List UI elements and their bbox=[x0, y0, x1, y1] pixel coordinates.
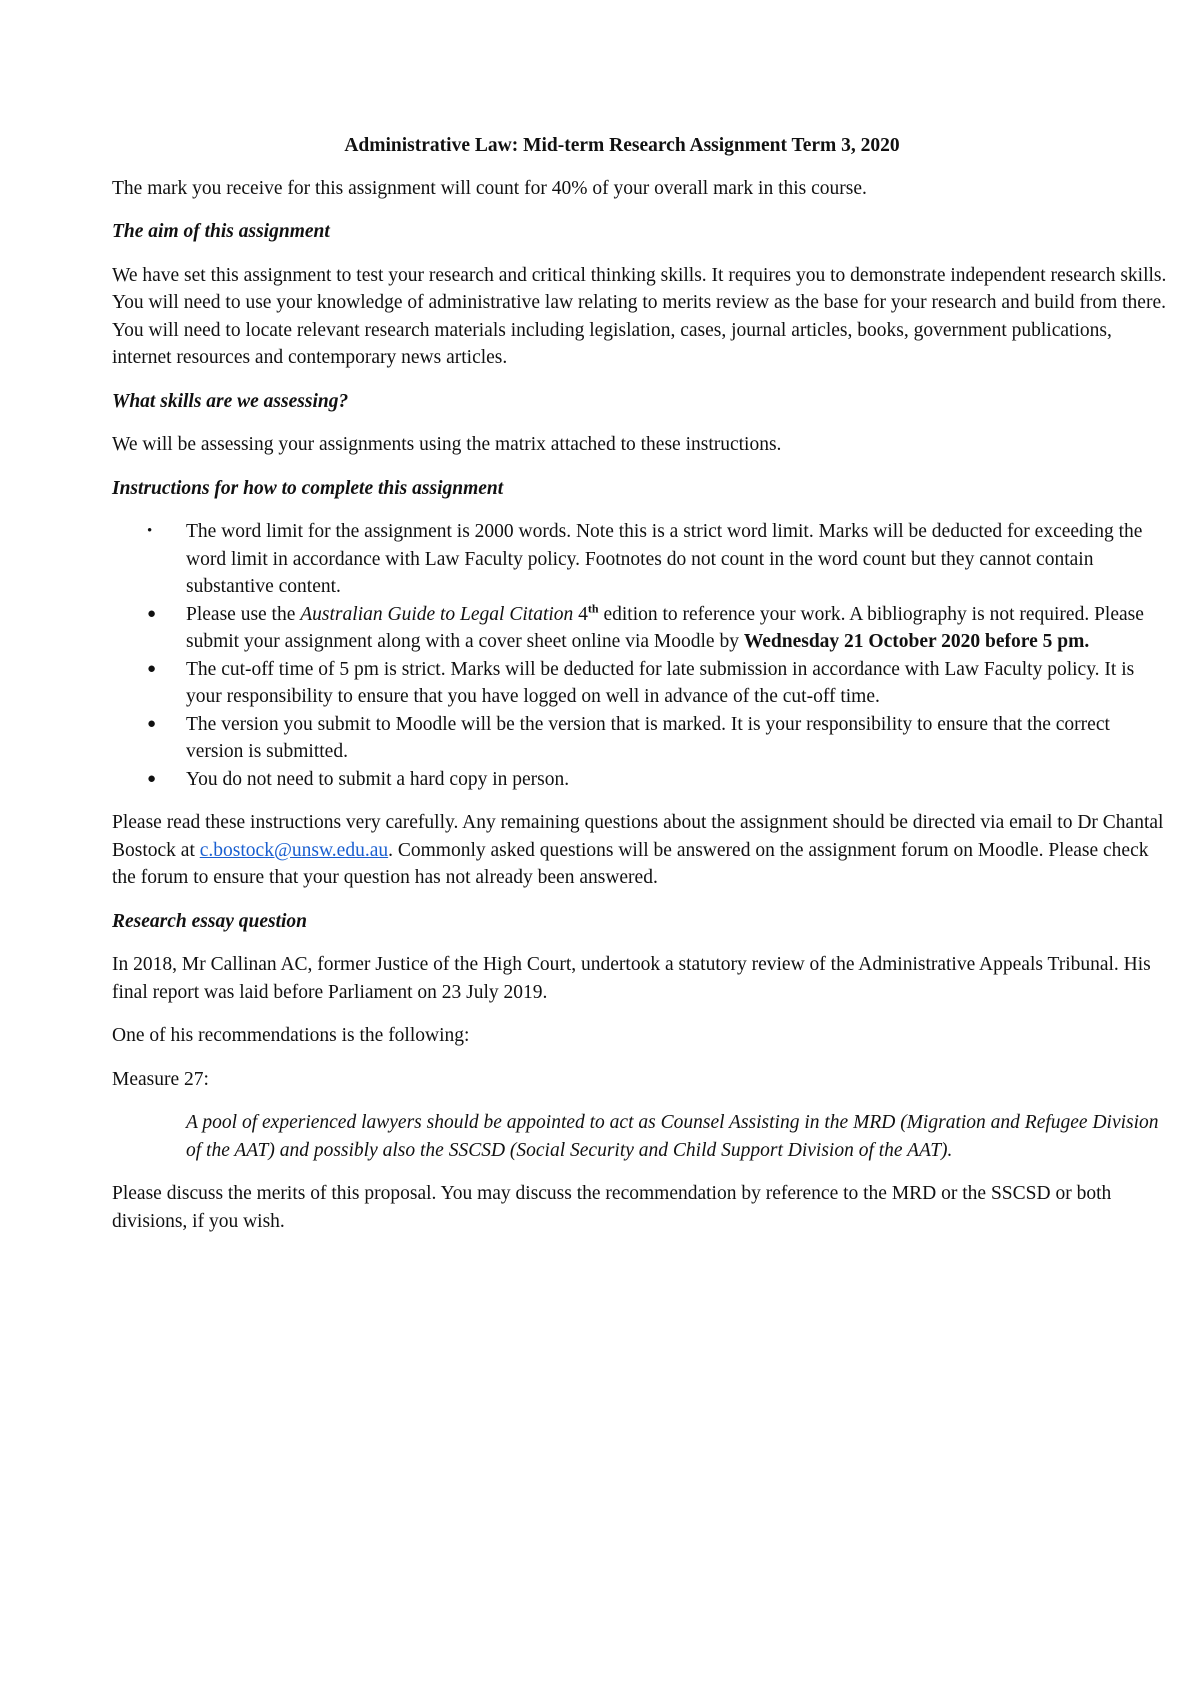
submission-deadline: Wednesday 21 October 2020 before 5 pm. bbox=[743, 631, 1090, 652]
list-item bbox=[112, 656, 1172, 711]
aim-heading: The aim of this assignment bbox=[112, 221, 330, 242]
bullet-icon: ● bbox=[147, 660, 157, 677]
email-link[interactable]: c.bostock@unsw.edu.au bbox=[199, 839, 389, 861]
instructions-list bbox=[112, 518, 1172, 793]
list-item bbox=[112, 518, 1172, 601]
list-item bbox=[112, 601, 1172, 656]
instruction-citation: Please use the Australian Guide to Legal Citation 4th edition to reference your work. A bibliography is not required. Please submit your assignment along with a cover sheet online via Moodle by Wednesday 21 October 2020 before 5 pm. bbox=[186, 601, 1144, 652]
agl-citation-title: Australian Guide to Legal Citation bbox=[300, 603, 574, 625]
list-item bbox=[112, 711, 1172, 766]
bullet-icon: ● bbox=[147, 605, 157, 622]
bullet-icon: ● bbox=[147, 715, 157, 732]
question-paragraph-2: One of his recommendations is the following: bbox=[112, 1025, 470, 1046]
document-title: Administrative Law: Mid-term Research Assignment Term 3, 2020 bbox=[344, 135, 900, 156]
instruction-version: The version you submit to Moodle will be the version that is marked. It is your responsibility to ensure that the correct version is submitted. bbox=[186, 713, 1110, 762]
bullet-icon: ● bbox=[147, 770, 157, 787]
list-item bbox=[112, 766, 1172, 794]
instruction-word-limit: The word limit for the assignment is 2000 words. Note this is a strict word limit. Marks will be deducted for exceeding the word limit in accordance with Law Faculty policy. Footnotes do not count in the word count but they cannot contain substantive content. bbox=[186, 521, 1143, 597]
document-content bbox=[112, 132, 1172, 1251]
skills-heading: What skills are we assessing? bbox=[112, 390, 349, 412]
question-paragraph-1: In 2018, Mr Callinan AC, former Justice of the High Court, undertook a statutory review of the Administrative Appeals Tribunal. His final report was laid before Parliament on 23 July 2019. bbox=[112, 954, 1151, 1003]
aim-paragraph: We have set this assignment to test your research and critical thinking skills. It requires you to demonstrate independent research skills. You will need to use your knowledge of administrative law relating to merits review as the base for your research and build from there. You will need to locate relevant research materials including legislation, cases, journal articles, books, government publications, internet resources and contemporary news articles. bbox=[112, 264, 1167, 368]
instruction-cutoff: The cut-off time of 5 pm is strict. Marks will be deducted for late submission in accordance with Law Faculty policy. It is your responsibility to ensure that you have logged on well in advance of the cut-off time. bbox=[186, 658, 1135, 707]
question-paragraph-3: Please discuss the merits of this proposal. You may discuss the recommendation by reference to the MRD or the SSCSD or both divisions, if you wish. bbox=[112, 1183, 1112, 1232]
measure-quote: A pool of experienced lawyers should be appointed to act as Counsel Assisting in the MRD (Migration and Refugee Division of the AAT) and possibly also the SSCSD (Social Security and Child Support Division of the AAT). bbox=[186, 1112, 1159, 1161]
instructions-heading: Instructions for how to complete this assignment bbox=[112, 477, 504, 499]
skills-paragraph: We will be assessing your assignments using the matrix attached to these instructions. bbox=[112, 434, 782, 455]
question-heading: Research essay question bbox=[112, 910, 307, 932]
measure-label: Measure 27: bbox=[112, 1068, 209, 1090]
bullet-icon: • bbox=[147, 523, 153, 539]
intro-paragraph: The mark you receive for this assignment will count for 40% of your overall mark in this course. bbox=[112, 177, 867, 199]
instruction-hard-copy: You do not need to submit a hard copy in person. bbox=[186, 768, 570, 790]
edition-superscript: th bbox=[587, 601, 599, 615]
contact-paragraph: Please read these instructions very carefully. Any remaining questions about the assignment should be directed via email to Dr Chantal Bostock at c.bostock@unsw.edu.au. Commonly asked questions will be answered on the assignment forum on Moodle. Please check the forum to ensure that your question has not already been answered. bbox=[112, 812, 1164, 888]
